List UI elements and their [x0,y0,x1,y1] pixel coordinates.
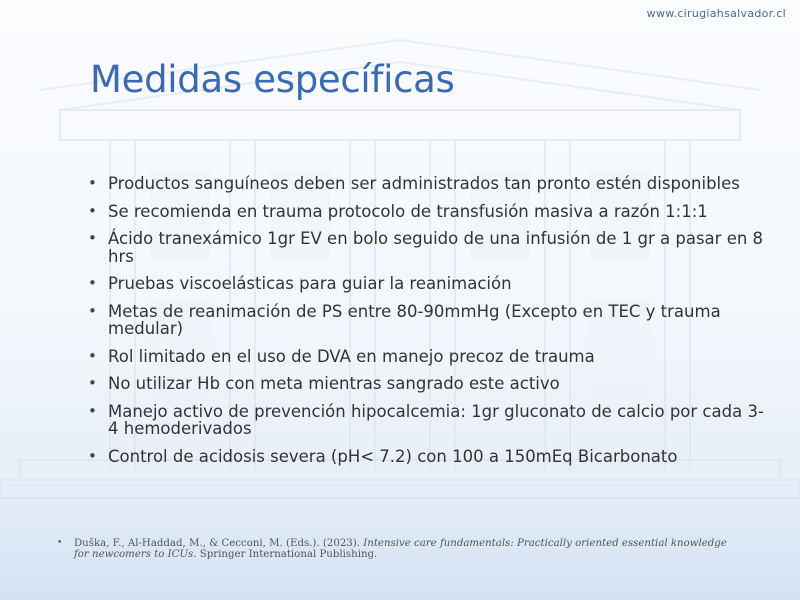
bullet-text: Manejo activo de prevención hipocalcemia: 1gr gluconato de calcio por cada 3-4 hemoderivados [108,401,764,438]
bullet-item [87,175,767,193]
bullet-text: Control de acidosis severa (pH< 7.2) con 100 a 150mEq Bicarbonato [108,446,678,466]
bullet-item [87,448,767,466]
reference-publisher: . Springer International Publishing. [193,549,378,560]
bullet-text: Productos sanguíneos deben ser administrados tan pronto estén disponibles [108,174,740,193]
bullet-dot: • [88,274,97,292]
reference-citation [57,538,737,560]
bullet-list [87,175,767,475]
bullet-text: Rol limitado en el uso de DVA en manejo precoz de trauma [108,346,595,366]
bullet-item [87,375,767,393]
reference-authors: Duška, F., Al-Haddad, M., & Cecconi, M. (Eds.). (2023). [74,538,360,549]
bullet-dot: • [88,346,97,365]
bullet-text: Pruebas viscoelásticas para guiar la reanimación [108,274,512,293]
bullet-dot: • [88,229,97,247]
bullet-dot: • [88,401,97,420]
bullet-dot: • [88,374,97,392]
reference-text [57,538,737,560]
bullet-dot: • [88,201,97,220]
slide-title: Medidas específicas [90,58,455,101]
bullet-text: Ácido tranexámico 1gr EV en bolo seguido de una infusión de 1 gr a pasar en 8 hrs [108,229,764,266]
bullet-text: No utilizar Hb con meta mientras sangrado este activo [108,374,560,393]
bullet-dot: • [88,301,97,320]
bullet-item [87,275,767,293]
bullet-item [87,303,767,338]
bullet-item [87,403,767,438]
bullet-item [87,348,767,366]
bullet-dot: • [88,174,97,192]
site-url: www.cirugiahsalvador.cl [646,7,786,20]
reference-bullet-dot: • [57,538,63,548]
bullet-item [87,203,767,221]
bullet-item [87,230,767,265]
bullet-text: Se recomienda en trauma protocolo de transfusión masiva a razón 1:1:1 [108,201,708,221]
bullet-dot: • [88,446,97,465]
reference-book-title: Intensive care fundamentals: Practically oriented essential knowledge for newcomers to ICUs [74,538,727,560]
bullet-text: Metas de reanimación de PS entre 80-90mmHg (Excepto en TEC y trauma medular) [108,301,721,338]
